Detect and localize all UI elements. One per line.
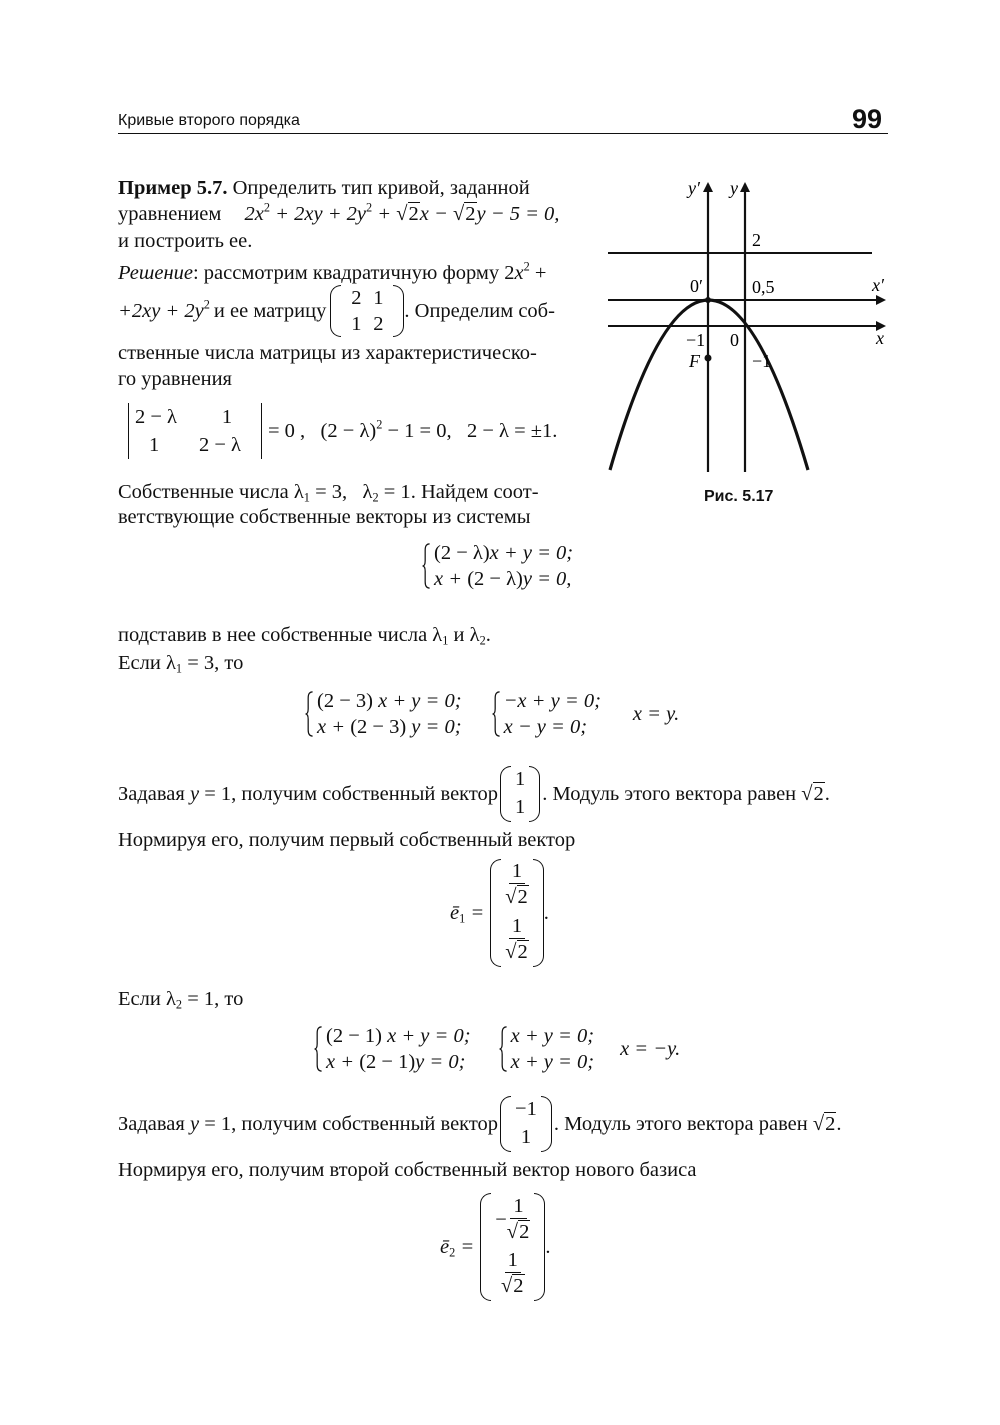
set-text: Задавая [118,783,185,805]
header-rule [118,133,888,134]
if-lambda1-line: Если $\lambda_1 = 3$, то [118,652,244,676]
vector-component: 1 [515,796,526,818]
page-number: 99 [852,104,883,134]
example-line-1 [118,175,530,201]
modulus-text-2: . Модуль этого вектора равен [553,1113,808,1135]
example-intro: Определить тип кривой, заданной [232,177,530,199]
vector2-line: Задавая y = 1 , получим собственный вектор −1 1 . Модуль этого вектора равен √2 . [118,1094,841,1154]
eigen-system: (2 − λ)x + y = 0; x + (2 − λ)y = 0, [422,540,573,592]
label-zero: 0 [730,330,739,350]
then-text: , то [214,652,244,674]
brace-icon [422,543,431,589]
example-label: Пример 5.7. [118,177,228,199]
basis-vector-e2: $ē_2$ = − $\frac{1}{√2}$ $\frac{1}{√2}$ . [440,1192,550,1302]
label-x-prime: x′ [872,275,884,295]
vector1-line: Задавая y = 1 , получим собственный вектор 1 1 . Модуль этого вектора равен √2 . [118,764,830,824]
matrix-cell: 2 [351,287,362,309]
eigen-values-text: Собственные числа [118,481,289,503]
then-text-2: , то [214,988,244,1010]
label-minus-one-b: −1 [752,351,772,371]
solution-line-1: Решение: рассмотрим квадратичную форму $2x^2$ + [118,259,547,284]
basis-vector-e1: $ē_1$ = $\frac{1}{√2}$ $\frac{1}{√2}$ . [450,858,549,968]
and-text: и [453,624,465,646]
solution-text-1: : рассмотрим квадратичную форму 2 [192,262,515,284]
eigen-line-2: ветствующие собственные векторы из системы [118,506,531,528]
eigen-line-1: Собственные числа $\lambda_1 = 3$, $\lambda_2 = 1$. Найдем соот- [118,481,539,505]
matrix-cell: 2 [373,313,384,335]
curve-equation: $2x^2 + 2xy + 2y^2 + √2x - √2y - 5 = 0$, [244,200,560,225]
characteristic-equation: 2 − λ 1 1 2 − λ = 0 , $(2 - \lambda)^2 - 1 = 0$, 2 − λ = ±1. [128,402,557,460]
label-half: 0,5 [752,277,775,297]
if-text: Если [118,652,161,674]
if-text-2: Если [118,988,161,1010]
brace-icon [499,1026,508,1072]
label-focus: F [689,351,700,371]
substitute-text: подставив в нее собственные числа [118,624,428,646]
vector-component: 1 [520,1126,532,1148]
vector-component: 1 [515,768,526,790]
solution-text-2: и ее матрицу [213,300,327,322]
eigenvector-2 [500,1096,552,1152]
if-lambda2-line: Если $\lambda_2 = 1$, то [118,988,244,1012]
substitute-line: подставив в нее собственные числа $\lambda_1$ и $\lambda_2$. [118,624,491,648]
solution-text-3: . Определим соб- [404,300,555,322]
eigenvector-1 [500,766,540,822]
system-lambda1: (2 − 3) x + y = 0; x + (2 − 3) y = 0; −x + y = 0; x − y = 0; x = y. [305,688,679,740]
label-o-prime: 0′ [690,276,703,296]
figure-caption: Рис. 5.17 [704,488,774,505]
normalize-1-text: Нормируя его, получим первый собственный вектор [118,829,576,851]
eigen-find-text: . Найдем соот- [410,481,539,503]
example-eq-prefix: уравнением [118,203,222,225]
label-minus-one-a: −1 [686,330,706,350]
get-text: , получим собственный вектор [231,783,499,805]
vector-component: −1 [515,1098,537,1120]
normalize-2-text: Нормируя его, получим второй собственный вектор нового базиса [118,1159,697,1181]
system-lambda2: (2 − 1) x + y = 0; x + (2 − 1)y = 0; x + y = 0; x + y = 0; x = −y. [314,1023,680,1075]
label-two: 2 [752,230,761,250]
get-text-2: , получим собственный вектор [231,1113,499,1135]
brace-icon [492,691,501,737]
brace-icon [305,691,314,737]
example-build: и построить ее. [118,230,253,252]
matrix-cell: 1 [373,287,384,309]
solution-line-2: $+2xy + 2y^2$ и ее матрицу 2 1 1 2 . Определим соб- [118,287,555,335]
example-line-2 [118,201,559,227]
label-y: y [730,178,738,198]
focus-point [705,355,712,362]
solution-label: Решение [118,262,193,284]
solution-text-4: ственные числа матрицы из характеристическо- [118,342,537,364]
determinant: 2 − λ 1 1 2 − λ [128,403,262,459]
quadratic-form-matrix [330,285,404,337]
solution-text-5: го уравнения [118,368,232,390]
label-y-prime: y′ [688,178,700,198]
modulus-text: . Модуль этого вектора равен [542,783,797,805]
label-x: x [876,328,884,348]
matrix-cell: 1 [351,313,362,335]
brace-icon [314,1026,323,1072]
set-text-2: Задавая [118,1113,185,1135]
vertex-point [705,297,711,303]
figure-parabola [600,170,890,480]
running-header-title: Кривые второго порядка [118,112,300,129]
